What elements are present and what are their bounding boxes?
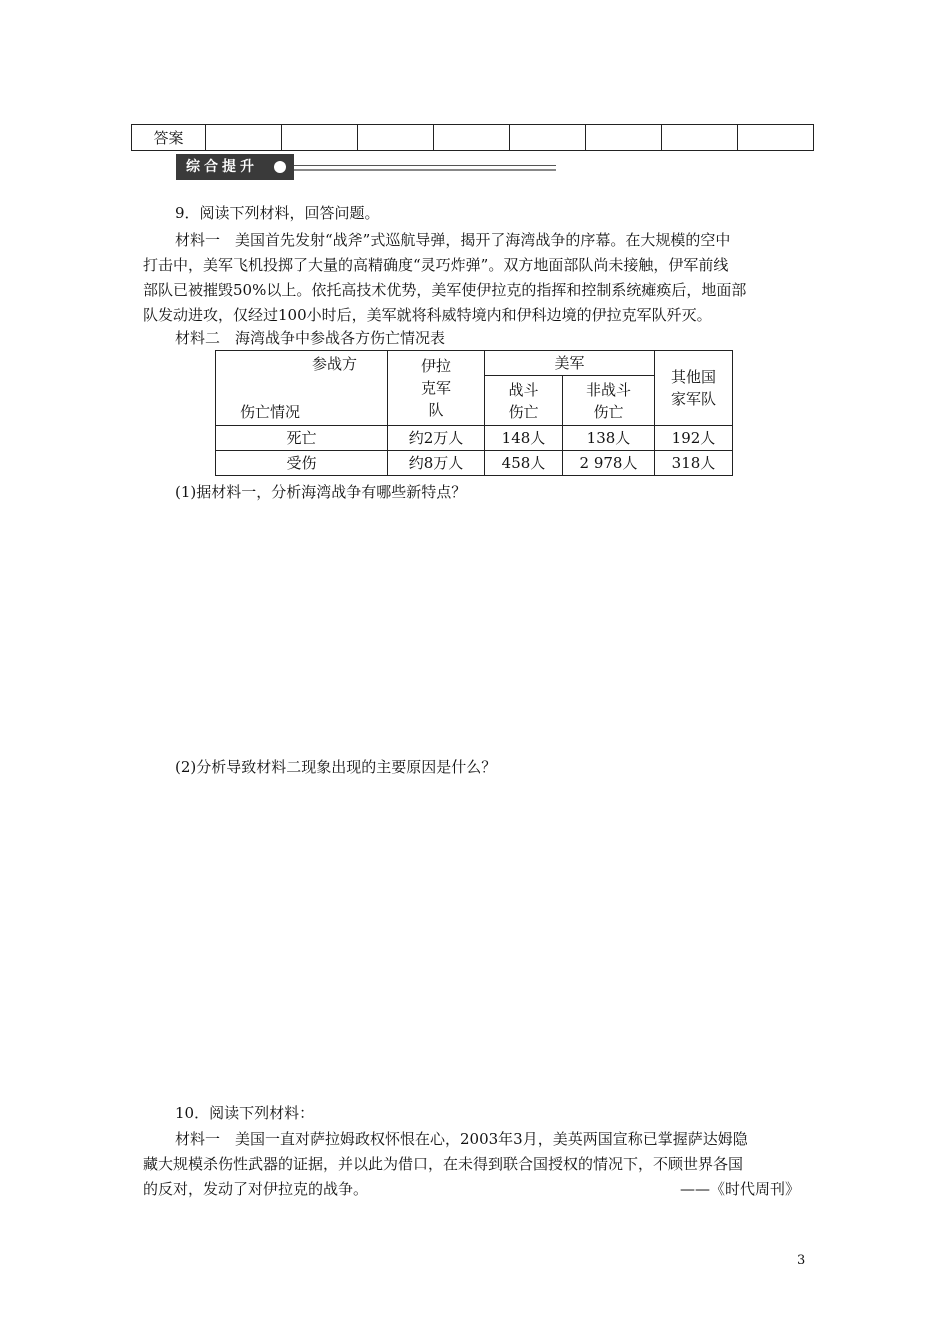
q10-m1-line-1: 材料一 美国一直对萨拉姆政权怀恨在心，2003年3月，美英两国宣称已掌握萨达姆隐	[175, 1130, 748, 1148]
answer-cell-4[interactable]	[434, 125, 510, 151]
answer-table	[131, 124, 814, 151]
q10-source: ——《时代周刊》	[680, 1180, 801, 1198]
cell-death-us-combat: 148人	[485, 426, 563, 451]
banner-rule-thick	[294, 169, 556, 171]
casualty-table	[215, 350, 733, 476]
col-us-noncombat-header: 非战斗伤亡	[563, 376, 655, 426]
q9-intro: 9．阅读下列材料，回答问题。	[175, 204, 380, 222]
q10-intro: 10．阅读下列材料：	[175, 1104, 315, 1122]
cell-injury-us-combat: 458人	[485, 451, 563, 476]
q9-m1-line-1: 材料一 美国首先发射“战斧”式巡航导弹，揭开了海湾战争的序幕。在大规模的空中	[175, 231, 731, 249]
answer-cell-5[interactable]	[510, 125, 586, 151]
answer-cell-1[interactable]	[206, 125, 282, 151]
cell-injury-other: 318人	[655, 451, 733, 476]
q9-sub2: (2)分析导致材料二现象出现的主要原因是什么？	[175, 758, 497, 776]
cell-death-iraq: 约2万人	[388, 426, 485, 451]
corner-top-label: 参战方	[311, 355, 357, 373]
q9-m1-line-4: 队发动进攻，仅经过100小时后，美军就将科威特境内和伊科边境的伊拉克军队歼灭。	[143, 306, 712, 324]
col-us-combat-header: 战斗伤亡	[485, 376, 563, 426]
q10-m1-line-2: 藏大规模杀伤性武器的证据，并以此为借口，在未得到联合国授权的情况下，不顾世界各国	[143, 1155, 744, 1173]
col-us-header: 美军	[485, 351, 655, 376]
corner-bottom-label: 伤亡情况	[240, 403, 301, 421]
col-iraq-header: 伊拉克军队	[388, 351, 485, 426]
q9-sub2-answer-area[interactable]	[143, 783, 819, 1093]
section-banner	[176, 152, 556, 182]
col-other-header: 其他国家军队	[655, 351, 733, 426]
answer-label: 答案	[132, 125, 206, 151]
answer-cell-8[interactable]	[738, 125, 814, 151]
answer-cell-3[interactable]	[358, 125, 434, 151]
q10-m1-line-3: 的反对，发动了对伊拉克的战争。	[143, 1180, 369, 1198]
row-label-injury: 受伤	[216, 451, 388, 476]
cell-death-other: 192人	[655, 426, 733, 451]
cell-death-us-noncombat: 138人	[563, 426, 655, 451]
banner-dot-icon	[274, 161, 286, 173]
q9-m1-line-3: 部队已被摧毁50%以上。依托高技术优势，美军使伊拉克的指挥和控制系统瘫痪后，地面部	[143, 281, 747, 299]
q9-sub1-answer-area[interactable]	[143, 508, 819, 748]
page-number: 3	[797, 1253, 806, 1268]
table-corner	[216, 351, 388, 426]
answer-cell-2[interactable]	[282, 125, 358, 151]
section-title: 综合提升	[176, 154, 294, 180]
banner-rule	[294, 165, 556, 166]
q9-m2-title: 材料二 海湾战争中参战各方伤亡情况表	[175, 329, 446, 347]
q9-m1-line-2: 打击中，美军飞机投掷了大量的高精确度“灵巧炸弹”。双方地面部队尚未接触，伊军前线	[143, 256, 729, 274]
row-label-death: 死亡	[216, 426, 388, 451]
cell-injury-us-noncombat: 2 978人	[563, 451, 655, 476]
answer-cell-7[interactable]	[662, 125, 738, 151]
answer-cell-6[interactable]	[586, 125, 662, 151]
q9-sub1: (1)据材料一，分析海湾战争有哪些新特点？	[175, 483, 467, 501]
cell-injury-iraq: 约8万人	[388, 451, 485, 476]
